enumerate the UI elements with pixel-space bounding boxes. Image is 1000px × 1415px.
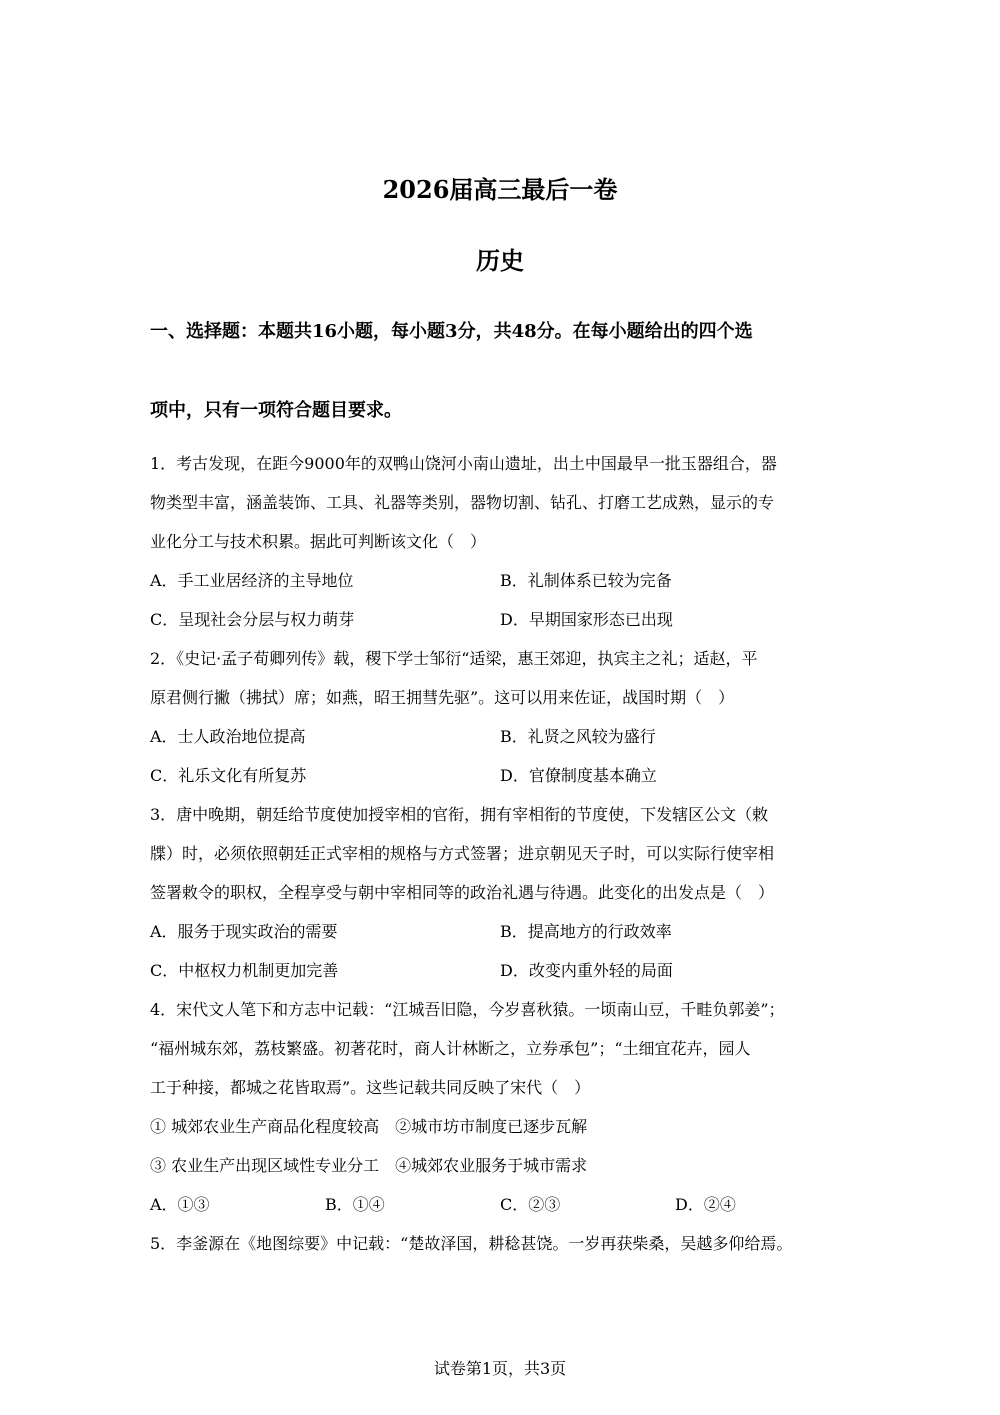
question-2-option-a: A．士人政治地位提高 (150, 727, 306, 746)
question-2-option-b: B．礼贤之风较为盛行 (500, 727, 656, 746)
section-heading-line1: 一、选择题：本题共16小题，每小题3分，共48分。在每小题给出的四个选 (150, 321, 753, 342)
question-3-stem-line-1: 3．唐中晚期，朝廷给节度使加授宰相的官衔，拥有宰相衔的节度使，下发辖区公文（敕 (150, 805, 769, 824)
question-2-option-c: C．礼乐文化有所复苏 (150, 766, 307, 785)
question-3-option-a: A．服务于现实政治的需要 (150, 922, 338, 941)
exam-title: 2026届高三最后一卷 (382, 175, 618, 204)
question-2-stem-line-2: 原君侧行撇（拂拭）席；如燕，昭王拥彗先驱”。这可以用来佐证，战国时期（ ） (150, 688, 735, 707)
subject-title: 历史 (476, 246, 524, 275)
question-4-stem-line-2: “福州城东郊，荔枝繁盛。初著花时，商人计林断之，立券承包”；“土细宜花卉，园人 (150, 1039, 751, 1058)
question-1-stem-line-2: 物类型丰富，涵盖装饰、工具、礼器等类别，器物切割、钻孔、打磨工艺成熟，显示的专 (150, 493, 775, 512)
question-1-option-d: D．早期国家形态已出现 (500, 610, 673, 629)
question-4-option-a: A．①③ (150, 1195, 210, 1214)
question-4-option-c: C．②③ (500, 1195, 561, 1214)
question-1-stem-line-1: 1．考古发现，在距今9000年的双鸭山饶河小南山遗址，出土中国最早一批玉器组合，器 (150, 454, 777, 473)
question-4-stem-line-1: 4．宋代文人笔下和方志中记载：“江城吾旧隐，今岁喜秋猿。一顷南山豆，千畦负郭姜”； (150, 1000, 785, 1019)
question-3-option-c: C．中枢权力机制更加完善 (150, 961, 339, 980)
question-3-option-b: B．提高地方的行政效率 (500, 922, 672, 941)
question-4-items-line-2: ③ 农业生产出现区域性专业分工 ④城郊农业服务于城市需求 (150, 1156, 588, 1175)
question-3-stem-line-3: 签署敕令的职权，全程享受与朝中宰相同等的政治礼遇与待遇。此变化的出发点是（ ） (150, 883, 775, 902)
question-1-option-a: A．手工业居经济的主导地位 (150, 571, 354, 590)
question-1-stem-line-3: 业化分工与技术积累。据此可判断该文化（ ） (150, 532, 487, 551)
question-3-option-d: D．改变内重外轻的局面 (500, 961, 673, 980)
question-4-items-line-1: ① 城郊农业生产商品化程度较高 ②城市坊市制度已逐步瓦解 (150, 1117, 588, 1136)
question-4-option-b: B．①④ (325, 1195, 385, 1214)
question-1-option-b: B．礼制体系已较为完备 (500, 571, 672, 590)
question-4-stem-line-3: 工于种接，都城之花皆取焉”。这些记载共同反映了宋代（ ） (150, 1078, 591, 1097)
section-heading-line2: 项中，只有一项符合题目要求。 (150, 400, 402, 421)
question-3-stem-line-2: 牒）时，必须依照朝廷正式宰相的规格与方式签署；进京朝见天子时，可以实际行使宰相 (150, 844, 775, 863)
question-1-option-c: C．呈现社会分层与权力萌芽 (150, 610, 355, 629)
question-2-option-d: D．官僚制度基本确立 (500, 766, 657, 785)
question-2-stem-line-1: 2．《史记·孟子荀卿列传》载，稷下学士邹衍“适梁，惠王郊迎，执宾主之礼；适赵，平 (150, 649, 758, 668)
question-5-stem-line-1: 5．李釜源在《地图综要》中记载：“楚故泽国，耕稔甚饶。一岁再获柴桑，吴越多仰给焉。 (150, 1234, 793, 1253)
question-4-option-d: D．②④ (675, 1195, 736, 1214)
page-footer: 试卷第1页，共3页 (433, 1359, 567, 1378)
